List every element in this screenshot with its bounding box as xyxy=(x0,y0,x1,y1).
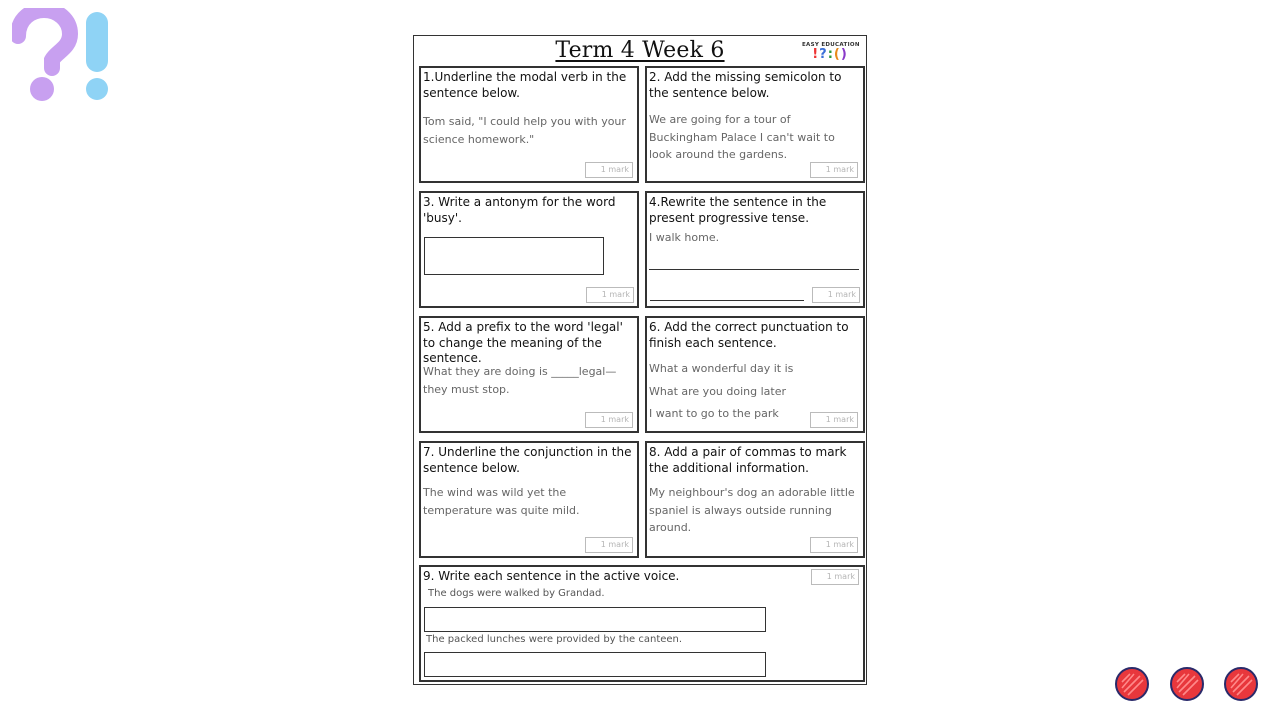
question-8-prompt: 8. Add a pair of commas to mark the additional information. xyxy=(649,445,847,475)
worksheet-title: Term 4 Week 6 xyxy=(555,38,725,63)
question-6-line-2: What are you doing later xyxy=(649,385,787,398)
question-3-box xyxy=(419,191,639,308)
question-8-sentence: My neighbour's dog an adorable little spaniel is always outside running around. xyxy=(649,486,855,534)
question-9-answer-box-1[interactable] xyxy=(424,607,766,632)
logo-name: EASY EDUCATION xyxy=(802,42,860,48)
question-1-box xyxy=(419,66,639,183)
question-9-sentence-1: The dogs were walked by Grandad. xyxy=(428,588,605,599)
question-6-box xyxy=(645,316,865,433)
question-2-box xyxy=(645,66,865,183)
question-2-mark: 1 mark xyxy=(810,162,858,178)
scribble-dot-icon[interactable] xyxy=(1223,666,1259,702)
exclamation-mark-icon xyxy=(86,12,108,100)
question-9-answer-box-2[interactable] xyxy=(424,652,766,677)
question-6-line-3: I want to go to the park xyxy=(649,407,779,420)
question-9-box xyxy=(419,565,865,682)
question-7-prompt: 7. Underline the conjunction in the sentence below. xyxy=(423,445,632,475)
question-9-mark: 1 mark xyxy=(811,569,859,585)
question-8-mark: 1 mark xyxy=(810,537,858,553)
question-4-answer-line-1[interactable] xyxy=(649,269,859,270)
question-mark-icon xyxy=(18,10,70,101)
question-4-box xyxy=(645,191,865,308)
question-7-sentence: The wind was wild yet the temperature was quite mild. xyxy=(423,486,580,517)
question-5-mark: 1 mark xyxy=(585,412,633,428)
question-1-prompt: 1.Underline the modal verb in the sentence below. xyxy=(423,70,627,100)
question-4-answer-line-2[interactable] xyxy=(650,300,804,301)
question-7-mark: 1 mark xyxy=(585,537,633,553)
question-6-line-1: What a wonderful day it is xyxy=(649,362,794,375)
question-5-box xyxy=(419,316,639,433)
scribble-dot-icon[interactable] xyxy=(1169,666,1205,702)
easy-education-logo xyxy=(802,42,858,66)
question-5-sentence: What they are doing is _____legal—they must stop. xyxy=(423,365,617,396)
question-4-sentence: I walk home. xyxy=(649,231,720,244)
question-exclamation-icon xyxy=(12,8,116,104)
question-3-mark: 1 mark xyxy=(586,287,634,303)
question-3-answer-box[interactable] xyxy=(424,237,604,275)
question-4-mark: 1 mark xyxy=(812,287,860,303)
worksheet xyxy=(413,35,867,685)
question-2-sentence: We are going for a tour of Buckingham Palace I can't wait to look around the gardens. xyxy=(649,113,835,161)
question-9-sentence-2: The packed lunches were provided by the canteen. xyxy=(426,634,683,645)
logo-glyphs: !?:() xyxy=(812,47,848,62)
question-9-prompt: 9. Write each sentence in the active voice. xyxy=(423,569,680,583)
question-1-sentence: Tom said, "I could help you with your science homework." xyxy=(423,115,626,146)
question-6-prompt: 6. Add the correct punctuation to finish each sentence. xyxy=(649,320,849,350)
question-5-prompt: 5. Add a prefix to the word 'legal' to change the meaning of the sentence. xyxy=(423,320,623,365)
scribble-dot-icon[interactable] xyxy=(1114,666,1150,702)
question-4-prompt: 4.Rewrite the sentence in the present progressive tense. xyxy=(649,195,827,225)
question-6-mark: 1 mark xyxy=(810,412,858,428)
question-3-prompt: 3. Write a antonym for the word 'busy'. xyxy=(423,195,616,225)
question-8-box xyxy=(645,441,865,558)
question-1-mark: 1 mark xyxy=(585,162,633,178)
question-7-box xyxy=(419,441,639,558)
question-2-prompt: 2. Add the missing semicolon to the sentence below. xyxy=(649,70,842,100)
